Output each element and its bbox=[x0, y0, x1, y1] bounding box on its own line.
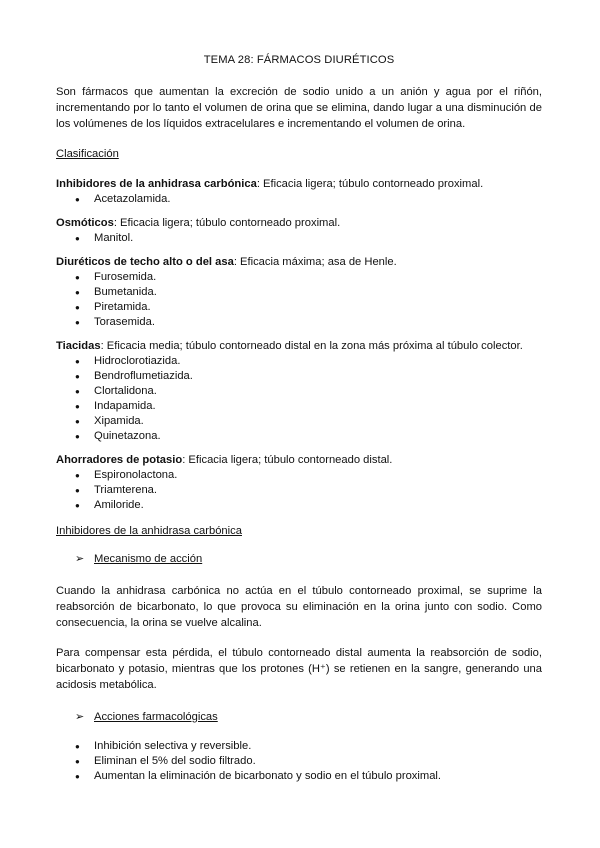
mechanism-paragraph-2: Para compensar esta pérdida, el túbulo contorneado distal aumenta la reabsorción de sodio, bicarbonato y potasio, mientras que los protones (H⁺) se retienen en la sangre, generando una acidosis metabólica. bbox=[56, 647, 542, 691]
list-item: ● Manitol. bbox=[56, 231, 542, 246]
drug-group-heading bbox=[56, 176, 542, 192]
classification-heading: Clasificación bbox=[56, 148, 119, 160]
drug-group-description: : Eficacia ligera; túbulo contorneado proximal. bbox=[256, 178, 484, 190]
actions-list bbox=[56, 739, 542, 784]
drug-group bbox=[56, 215, 542, 246]
list-item: ● Indapamida. bbox=[56, 399, 542, 414]
drug-group-heading bbox=[56, 215, 542, 231]
list-item: ● Amiloride. bbox=[56, 498, 542, 513]
list-item: ● Aumentan la eliminación de bicarbonato y sodio en el túbulo proximal. bbox=[56, 769, 542, 784]
drug-list bbox=[56, 231, 542, 246]
drug-group bbox=[56, 254, 542, 330]
list-item: ● Inhibición selectiva y reversible. bbox=[56, 739, 542, 754]
drug-group-name: Osmóticos bbox=[56, 217, 114, 229]
arrow-bullet-icon: ➢ bbox=[75, 553, 85, 565]
drug-group-name: Inhibidores de la anhidrasa carbónica bbox=[56, 178, 257, 190]
drug-group bbox=[56, 176, 542, 207]
drug-group-name: Ahorradores de potasio bbox=[56, 454, 183, 466]
list-item: ● Furosemida. bbox=[56, 270, 542, 285]
list-item: ● Acetazolamida. bbox=[56, 192, 542, 207]
drug-group-description: : Eficacia ligera; túbulo contorneado proximal. bbox=[113, 217, 341, 229]
drug-group-name: Diuréticos de techo alto o del asa bbox=[56, 256, 234, 268]
drug-list bbox=[56, 354, 542, 444]
actions-heading: Acciones farmacológicas bbox=[94, 711, 218, 723]
list-item: ● Piretamida. bbox=[56, 300, 542, 315]
document-page bbox=[56, 54, 542, 784]
section-heading-inhibidores: Inhibidores de la anhidrasa carbónica bbox=[56, 525, 242, 537]
drug-group-description: : Eficacia máxima; asa de Henle. bbox=[233, 256, 397, 268]
drug-list bbox=[56, 468, 542, 513]
page-title: TEMA 28: FÁRMACOS DIURÉTICOS bbox=[203, 54, 395, 66]
actions-subheading bbox=[56, 709, 542, 725]
drug-group bbox=[56, 338, 542, 444]
drug-group-name: Tiacidas bbox=[56, 340, 101, 352]
drug-list bbox=[56, 270, 542, 330]
intro-paragraph: Son fármacos que aumentan la excreción de sodio unido a un anión y agua por el riñón, incrementando por lo tanto el volumen de orina que se elimina, dando lugar a una disminución de los volúmenes de los líquidos extracelulares e incrementando el volumen de orina. bbox=[56, 86, 542, 130]
mechanism-heading: Mecanismo de acción bbox=[94, 553, 203, 565]
list-item: ● Torasemida. bbox=[56, 315, 542, 330]
mechanism-subheading bbox=[56, 551, 542, 567]
drug-group-heading bbox=[56, 254, 542, 270]
arrow-bullet-icon: ➢ bbox=[75, 711, 85, 723]
list-item: ● Bumetanida. bbox=[56, 285, 542, 300]
drug-group-heading bbox=[56, 338, 542, 354]
list-item: ● Hidroclorotiazida. bbox=[56, 354, 542, 369]
drug-group-description: : Eficacia ligera; túbulo contorneado distal. bbox=[182, 454, 393, 466]
list-item: ● Bendroflumetiazida. bbox=[56, 369, 542, 384]
list-item: ● Espironolactona. bbox=[56, 468, 542, 483]
drug-list bbox=[56, 192, 542, 207]
drug-group-description: : Eficacia media; túbulo contorneado distal en la zona más próxima al túbulo colector. bbox=[100, 340, 523, 352]
list-item: ● Xipamida. bbox=[56, 414, 542, 429]
list-item: ● Quinetazona. bbox=[56, 429, 542, 444]
drug-group-heading bbox=[56, 452, 542, 468]
list-item: ● Eliminan el 5% del sodio filtrado. bbox=[56, 754, 542, 769]
classification-groups bbox=[56, 176, 542, 513]
mechanism-paragraph-1: Cuando la anhidrasa carbónica no actúa en el túbulo contorneado proximal, se suprime la reabsorción de bicarbonato, lo que provoca su eliminación en la orina junto con sodio. Como consecuencia, la orina se vuelve alcalina. bbox=[56, 585, 542, 629]
drug-group bbox=[56, 452, 542, 513]
list-item: ● Clortalidona. bbox=[56, 384, 542, 399]
list-item: ● Triamterena. bbox=[56, 483, 542, 498]
